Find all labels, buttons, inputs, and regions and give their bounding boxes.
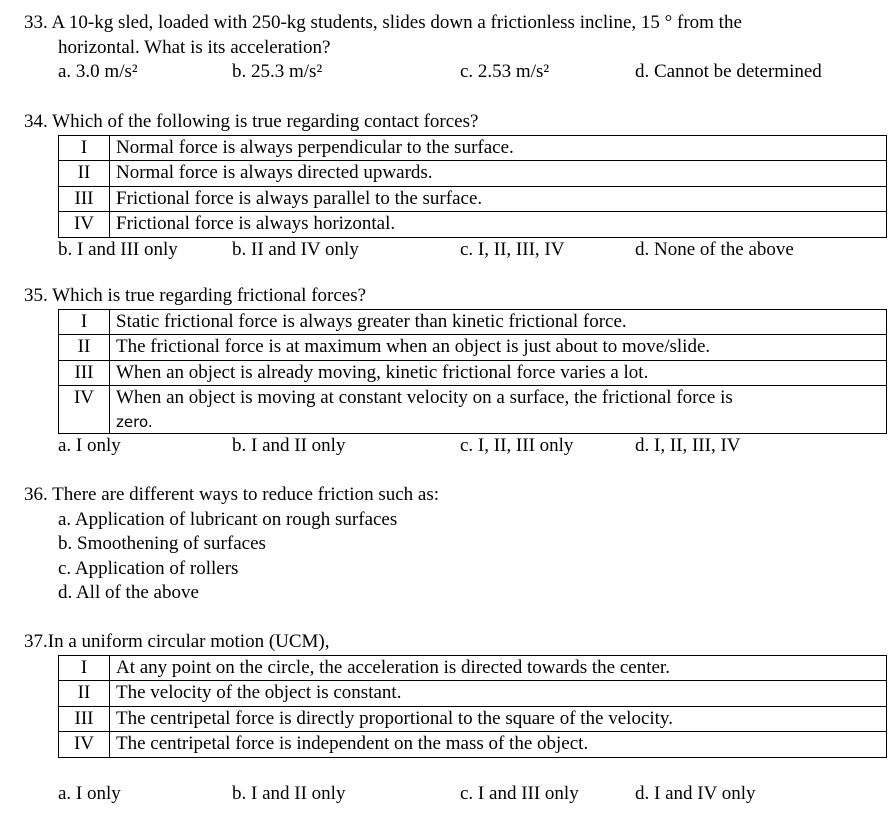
q36-option-c[interactable]: c. Application of rollers	[58, 557, 239, 579]
q34-option-c[interactable]: c. I, II, III, IV	[460, 238, 565, 260]
statement-text: Static frictional force is always greater than kinetic frictional force.	[110, 309, 887, 335]
statement-number: III	[59, 360, 110, 386]
statement-number: II	[59, 681, 110, 707]
table-row	[59, 309, 887, 335]
statement-text: At any point on the circle, the acceleration is directed towards the center.	[110, 655, 887, 681]
statement-text: The centripetal force is directly proportional to the square of the velocity.	[110, 706, 887, 732]
question-37-stem: 37.In a uniform circular motion (UCM),	[24, 631, 330, 652]
q33-option-b[interactable]: b. 25.3 m/s²	[232, 61, 323, 82]
statement-number: III	[59, 186, 110, 212]
question-36-options	[24, 508, 864, 606]
statement-text: When an object is already moving, kinetic frictional force varies a lot.	[110, 360, 887, 386]
table-row	[59, 161, 887, 187]
question-37-statements-table	[58, 655, 887, 758]
question-33	[24, 11, 864, 85]
statement-number: IV	[59, 212, 110, 238]
question-34	[24, 110, 864, 263]
statement-number: I	[59, 135, 110, 161]
statement-text: The centripetal force is independent on the mass of the object.	[110, 732, 887, 758]
q37-option-b[interactable]: b. I and II only	[232, 782, 346, 804]
q36-option-d[interactable]: d. All of the above	[58, 582, 199, 603]
statement-number: II	[59, 335, 110, 361]
question-35	[24, 284, 864, 459]
statement-text: Normal force is always directed upwards.	[110, 161, 887, 187]
q36-option-a[interactable]: a. Application of lubricant on rough surfaces	[58, 508, 398, 530]
q34-option-a[interactable]: b. I and III only	[58, 238, 178, 260]
table-row	[59, 360, 887, 386]
question-33-stem-line1: 33. A 10-kg sled, loaded with 250-kg students, slides down a frictionless incline, 15 ° from the	[24, 12, 742, 33]
question-33-options	[24, 60, 864, 85]
question-33-stem	[24, 11, 864, 60]
question-37-options	[24, 782, 864, 807]
question-35-stem: 35. Which is true regarding frictional forces?	[24, 285, 367, 306]
table-row	[59, 186, 887, 212]
q33-option-c[interactable]: c. 2.53 m/s²	[460, 61, 550, 82]
question-34-stem: 34. Which of the following is true regarding contact forces?	[24, 111, 479, 132]
statement-number: III	[59, 706, 110, 732]
table-row	[59, 681, 887, 707]
statement-text-continuation: zero.	[116, 412, 153, 431]
statement-text: Normal force is always perpendicular to the surface.	[110, 135, 887, 161]
question-37	[24, 630, 864, 807]
statement-text: When an object is moving at constant velocity on a surface, the frictional force is	[116, 387, 733, 408]
table-row	[59, 706, 887, 732]
statement-text: The velocity of the object is constant.	[110, 681, 887, 707]
statement-text-multiline	[110, 386, 887, 434]
table-row	[59, 732, 887, 758]
statement-number: I	[59, 655, 110, 681]
statement-number: I	[59, 309, 110, 335]
table-row	[59, 386, 887, 434]
question-33-stem-line2: horizontal. What is its acceleration?	[58, 36, 331, 58]
question-35-options	[24, 434, 864, 459]
q36-option-b[interactable]: b. Smoothening of surfaces	[58, 533, 266, 554]
table-row	[59, 655, 887, 681]
q35-option-a[interactable]: a. I only	[58, 434, 121, 456]
q35-option-d[interactable]: d. I, II, III, IV	[635, 434, 741, 456]
q37-option-c[interactable]: c. I and III only	[460, 782, 579, 804]
q34-option-d[interactable]: d. None of the above	[635, 238, 794, 260]
statement-number: IV	[59, 386, 110, 434]
q33-option-d[interactable]: d. Cannot be determined	[635, 61, 822, 82]
q33-option-a[interactable]: a. 3.0 m/s²	[58, 61, 138, 82]
question-35-statements-table	[58, 309, 887, 434]
q37-option-a[interactable]: a. I only	[58, 782, 121, 804]
statement-number: IV	[59, 732, 110, 758]
q35-option-c[interactable]: c. I, II, III only	[460, 434, 574, 456]
q34-option-b[interactable]: b. II and IV only	[232, 238, 359, 260]
table-row	[59, 135, 887, 161]
statement-text: Frictional force is always parallel to the surface.	[110, 186, 887, 212]
question-34-options	[24, 238, 864, 263]
statement-text: Frictional force is always horizontal.	[110, 212, 887, 238]
q37-option-d[interactable]: d. I and IV only	[635, 782, 756, 804]
statement-text: The frictional force is at maximum when an object is just about to move/slide.	[110, 335, 887, 361]
table-row	[59, 335, 887, 361]
q35-option-b[interactable]: b. I and II only	[232, 434, 346, 456]
statement-number: II	[59, 161, 110, 187]
table-row	[59, 212, 887, 238]
question-36	[24, 483, 864, 606]
question-36-stem: 36. There are different ways to reduce friction such as:	[24, 484, 440, 505]
question-34-statements-table	[58, 135, 887, 238]
